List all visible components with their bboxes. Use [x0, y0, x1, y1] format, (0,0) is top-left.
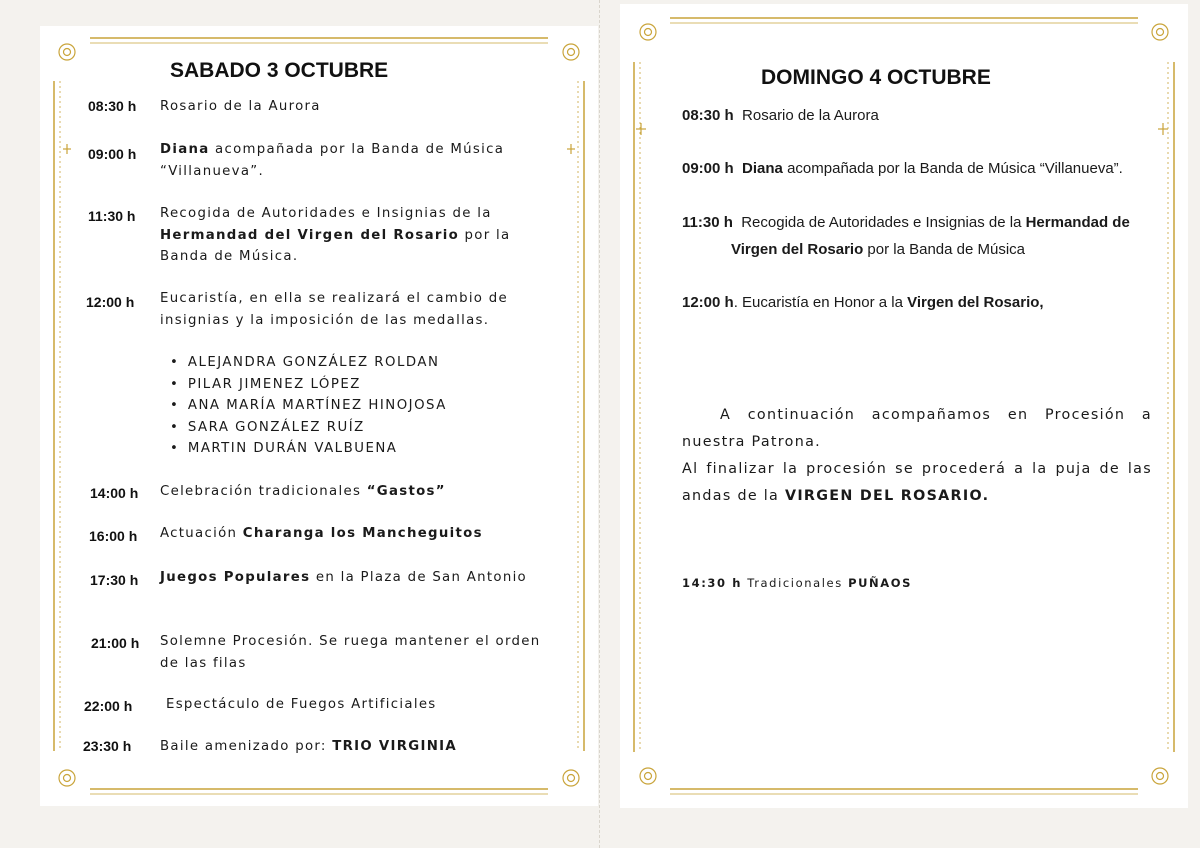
sunday-title: DOMINGO 4 OCTUBRE: [761, 66, 991, 89]
event-time: 12:00 h: [86, 294, 135, 310]
event-time: 17:30 h: [90, 572, 139, 588]
saturday-title: SABADO 3 OCTUBRE: [170, 59, 389, 82]
list-item: • MARTIN DURÁN VALBUENA: [170, 438, 447, 460]
event-description: Actuación Charanga los Mancheguitos: [160, 526, 483, 541]
saturday-panel: [40, 26, 598, 806]
event-description: Espectáculo de Fuegos Artificiales: [166, 697, 437, 712]
event-time: 21:00 h: [91, 635, 140, 651]
sunday-panel: [620, 4, 1188, 808]
event-time: 14:00 h: [90, 485, 139, 501]
event-description: Rosario de la Aurora: [160, 99, 321, 114]
list-item: • ANA MARÍA MARTÍNEZ HINOJOSA: [170, 395, 447, 417]
event-description: Baile amenizado por: TRIO VIRGINIA: [160, 739, 458, 754]
auction-paragraph: Al finalizar la procesión se procederá a la puja de las andas de la VIRGEN DEL ROSARIO.: [682, 461, 1152, 504]
event-time: 16:00 h: [89, 528, 138, 544]
event-time: 23:30 h: [83, 738, 132, 754]
event-description: Diana acompañada por la Banda de Música “Villanueva”.: [160, 142, 505, 179]
event-line: 09:00 h Diana acompañada por la Banda de Música “Villanueva”.: [682, 160, 1123, 177]
fold-line: [599, 0, 600, 848]
list-item: • SARA GONZÁLEZ RUÍZ: [170, 417, 447, 439]
event-time: 09:00 h: [88, 146, 137, 162]
event-line-continued: Virgen del Rosario por la Banda de Música: [731, 241, 1026, 258]
list-item: • PILAR JIMENEZ LÓPEZ: [170, 374, 447, 396]
event-line: 12:00 h. Eucaristía en Honor a la Virgen del Rosario,: [682, 294, 1044, 311]
event-description: Recogida de Autoridades e Insignias de la Hermandad del Virgen del Rosario por la Banda de Música.: [160, 206, 511, 264]
medal-recipients-list: [170, 352, 447, 460]
procession-paragraph: A continuación acompañamos en Procesión a nuestra Patrona.: [682, 407, 1152, 450]
event-description: Juegos Populares en la Plaza de San Antonio: [160, 570, 527, 585]
event-time: 11:30 h: [88, 208, 136, 224]
event-description: Celebración tradicionales “Gastos”: [160, 484, 446, 499]
event-description: Eucaristía, en ella se realizará el cambio de insignias y la imposición de las medallas.: [160, 291, 508, 328]
event-time: 08:30 h: [88, 98, 137, 114]
event-line: 11:30 h Recogida de Autoridades e Insignias de la Hermandad de: [682, 214, 1130, 231]
closing-event: 14:30 h Tradicionales PUÑAOS: [682, 576, 913, 590]
event-time: 22:00 h: [84, 698, 133, 714]
list-item: • ALEJANDRA GONZÁLEZ ROLDAN: [170, 352, 447, 374]
event-description: Solemne Procesión. Se ruega mantener el orden de las filas: [160, 634, 541, 671]
event-line: 08:30 h Rosario de la Aurora: [682, 107, 879, 124]
